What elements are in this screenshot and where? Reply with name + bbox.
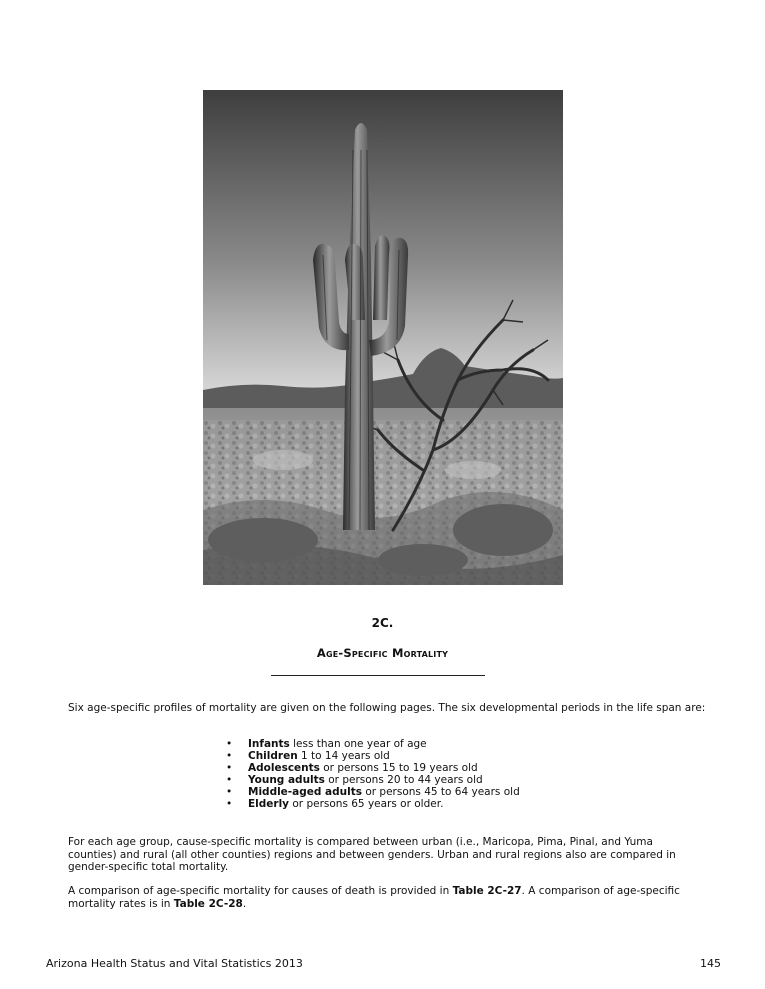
paragraph-text: . A comparison of age-specific mortality rates is in — [68, 885, 680, 910]
age-group-term: Elderly — [248, 798, 290, 810]
footer-publication-title: Arizona Health Status and Vital Statistics 2013 — [46, 957, 303, 970]
list-item — [226, 798, 520, 810]
list-item — [226, 762, 520, 774]
age-group-term: Adolescents — [248, 762, 320, 774]
list-item — [226, 750, 520, 762]
age-group-desc: or persons 45 to 64 years old — [362, 786, 520, 798]
page-number: 145 — [700, 957, 721, 970]
paragraph-text: . — [242, 897, 247, 910]
age-group-term: Children — [248, 750, 298, 762]
age-group-desc: or persons 65 years or older. — [289, 798, 444, 810]
age-group-list — [226, 738, 520, 810]
age-group-term: Young adults — [248, 774, 325, 786]
bullet-icon: • — [226, 774, 233, 786]
age-group-term: Middle-aged adults — [248, 786, 362, 798]
age-group-desc: less than one year of age — [289, 738, 427, 750]
section-title: Age-Specific Mortality — [316, 646, 449, 660]
age-group-desc: or persons 20 to 44 years old — [324, 774, 483, 786]
paragraph-text: A comparison of age-specific mortality for causes of death is provided in — [68, 885, 453, 897]
table-reference-link: Table 2C-27 — [452, 885, 522, 897]
saguaro-photo — [203, 90, 563, 585]
table-reference-link: Table 2C-28 — [173, 897, 243, 910]
bullet-icon: • — [226, 786, 233, 798]
bullet-icon: • — [226, 798, 233, 810]
age-group-desc: 1 to 14 years old — [297, 750, 390, 762]
intro-paragraph: Six age-specific profiles of mortality are given on the following pages. The six developmental periods in the life span are: — [68, 702, 706, 714]
comparison-paragraph: For each age group, cause-specific mortality is compared between urban (i.e., Maricopa, Pima, Pinal, and Yuma counties) and rural (all other counties) regions and between genders. Urban and rural regions also are compared in gender-specific total mortality. — [68, 836, 676, 873]
table-reference-paragraph — [68, 885, 698, 910]
list-item — [226, 786, 520, 798]
bullet-icon: • — [226, 750, 233, 762]
bullet-icon: • — [226, 738, 233, 750]
section-number: 2C. — [371, 616, 394, 630]
bullet-icon: • — [226, 762, 233, 774]
age-group-term: Infants — [248, 738, 290, 750]
age-group-desc: or persons 15 to 19 years old — [319, 762, 478, 774]
list-item — [226, 774, 520, 786]
list-item — [226, 738, 520, 750]
title-underline — [271, 675, 485, 676]
